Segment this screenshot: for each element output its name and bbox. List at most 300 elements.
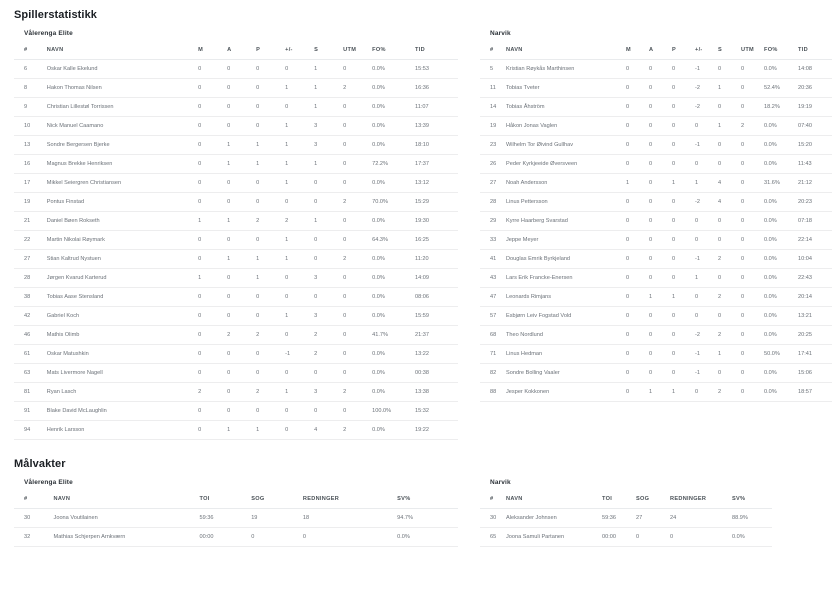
cell-faceoff-pct: 52.4% xyxy=(764,79,798,98)
cell-plusminus: -1 xyxy=(695,136,718,155)
table-row[interactable] xyxy=(480,364,832,383)
goalie-title-spacer xyxy=(0,470,758,479)
table-row[interactable] xyxy=(14,421,458,440)
cell-time: 17:41 xyxy=(798,345,832,364)
cell-faceoff-pct: 0.0% xyxy=(372,98,415,117)
cell-faceoff-pct: 0.0% xyxy=(372,345,415,364)
goalie-table-home xyxy=(14,492,458,547)
col-plusminus[interactable]: +/- xyxy=(695,43,718,60)
cell-assists: 0 xyxy=(227,288,256,307)
cell-name: Håkon Jonas Vaglen xyxy=(506,117,626,136)
cell-number: 94 xyxy=(14,421,47,440)
cell-pim: 0 xyxy=(741,307,764,326)
goalie-stats-section xyxy=(0,479,758,547)
cell-time: 15:06 xyxy=(798,364,832,383)
table-row[interactable] xyxy=(14,250,458,269)
cell-faceoff-pct: 100.0% xyxy=(372,402,415,421)
cell-number: 6 xyxy=(14,60,47,79)
cell-toi: 59:36 xyxy=(200,509,252,528)
col-time[interactable]: TID xyxy=(798,43,832,60)
cell-shots: 1 xyxy=(718,79,741,98)
cell-number: 16 xyxy=(14,155,47,174)
col-toi[interactable]: TOI xyxy=(602,492,636,509)
cell-name: Joona Samuli Partanen xyxy=(506,528,602,547)
cell-goals: 1 xyxy=(198,212,227,231)
table-row[interactable] xyxy=(14,509,458,528)
cell-pim: 0 xyxy=(343,117,372,136)
cell-shots: 2 xyxy=(718,326,741,345)
col-assists[interactable]: A xyxy=(649,43,672,60)
table-row[interactable] xyxy=(14,212,458,231)
cell-number: 63 xyxy=(14,364,47,383)
col-pim[interactable]: UTM xyxy=(741,43,764,60)
cell-pim: 0 xyxy=(741,326,764,345)
title-spacer xyxy=(0,21,758,30)
cell-points: 2 xyxy=(256,212,285,231)
cell-faceoff-pct: 50.0% xyxy=(764,345,798,364)
cell-number: 5 xyxy=(480,60,506,79)
table-row[interactable] xyxy=(14,174,458,193)
col-sog[interactable]: SOG xyxy=(636,492,670,509)
table-row[interactable] xyxy=(14,345,458,364)
table-header-row xyxy=(480,492,772,509)
cell-shots: 1 xyxy=(314,60,343,79)
cell-plusminus: -2 xyxy=(695,79,718,98)
top-spacer xyxy=(0,0,758,9)
cell-faceoff-pct: 0.0% xyxy=(372,383,415,402)
table-row[interactable] xyxy=(480,383,832,402)
cell-number: 88 xyxy=(480,383,506,402)
cell-points: 0 xyxy=(256,98,285,117)
cell-number: 81 xyxy=(14,383,47,402)
cell-pim: 0 xyxy=(741,212,764,231)
cell-goals: 0 xyxy=(198,193,227,212)
cell-pim: 0 xyxy=(343,231,372,250)
cell-number: 43 xyxy=(480,269,506,288)
cell-shots: 0 xyxy=(314,174,343,193)
cell-pim: 2 xyxy=(741,117,764,136)
cell-pim: 0 xyxy=(343,402,372,421)
cell-time: 08:06 xyxy=(415,288,458,307)
cell-faceoff-pct: 64.3% xyxy=(372,231,415,250)
col-number[interactable]: # xyxy=(14,492,54,509)
cell-assists: 0 xyxy=(649,60,672,79)
cell-saves: 24 xyxy=(670,509,732,528)
cell-plusminus: 0 xyxy=(285,269,314,288)
cell-pim: 0 xyxy=(343,155,372,174)
cell-goals: 0 xyxy=(626,212,649,231)
cell-name: Douglas Emrik Byrkjeland xyxy=(506,250,626,269)
cell-shots: 0 xyxy=(718,136,741,155)
cell-assists: 0 xyxy=(649,212,672,231)
cell-goals: 0 xyxy=(198,136,227,155)
cell-goals: 0 xyxy=(626,307,649,326)
cell-plusminus: 0 xyxy=(695,288,718,307)
cell-plusminus: 0 xyxy=(695,231,718,250)
col-goals[interactable]: M xyxy=(198,43,227,60)
cell-plusminus: 0 xyxy=(695,155,718,174)
cell-points: 0 xyxy=(672,212,695,231)
col-save-pct[interactable]: SV% xyxy=(397,492,458,509)
cell-number: 30 xyxy=(14,509,54,528)
cell-save-pct: 94.7% xyxy=(397,509,458,528)
col-number[interactable]: # xyxy=(480,43,506,60)
col-assists[interactable]: A xyxy=(227,43,256,60)
cell-pim: 0 xyxy=(741,364,764,383)
col-name[interactable]: NAVN xyxy=(47,43,198,60)
cell-points: 0 xyxy=(256,79,285,98)
col-points[interactable]: P xyxy=(672,43,695,60)
cell-shots: 0 xyxy=(718,60,741,79)
cell-assists: 0 xyxy=(227,307,256,326)
cell-faceoff-pct: 0.0% xyxy=(764,231,798,250)
col-faceoff-pct[interactable]: FO% xyxy=(372,43,415,60)
cell-shots: 0 xyxy=(718,231,741,250)
cell-pim: 0 xyxy=(343,364,372,383)
col-save-pct[interactable]: SV% xyxy=(732,492,772,509)
table-row[interactable] xyxy=(14,231,458,250)
cell-shots: 4 xyxy=(314,421,343,440)
cell-faceoff-pct: 0.0% xyxy=(764,364,798,383)
col-goals[interactable]: M xyxy=(626,43,649,60)
cell-time: 20:36 xyxy=(798,79,832,98)
cell-pim: 0 xyxy=(343,288,372,307)
cell-shots: 3 xyxy=(314,383,343,402)
cell-number: 28 xyxy=(14,269,47,288)
cell-name: Linus Pettersson xyxy=(506,193,626,212)
cell-pim: 0 xyxy=(741,383,764,402)
cell-sog: 0 xyxy=(636,528,670,547)
table-header-row xyxy=(14,492,458,509)
cell-toi: 00:00 xyxy=(602,528,636,547)
cell-name: Tobias Aase Stensland xyxy=(47,288,198,307)
col-time[interactable]: TID xyxy=(415,43,458,60)
cell-faceoff-pct: 0.0% xyxy=(764,117,798,136)
cell-points: 0 xyxy=(256,117,285,136)
cell-time: 11:43 xyxy=(798,155,832,174)
cell-assists: 1 xyxy=(227,250,256,269)
cell-goals: 0 xyxy=(198,117,227,136)
goalie-table-home-body xyxy=(14,509,458,547)
cell-faceoff-pct: 0.0% xyxy=(764,193,798,212)
table-row[interactable] xyxy=(480,231,832,250)
cell-number: 10 xyxy=(14,117,47,136)
table-row[interactable] xyxy=(14,79,458,98)
cell-name: Aleksander Johnsen xyxy=(506,509,602,528)
cell-plusminus: 0 xyxy=(695,383,718,402)
cell-name: Magnus Brekke Henriksen xyxy=(47,155,198,174)
cell-plusminus: 1 xyxy=(285,174,314,193)
table-row[interactable] xyxy=(480,155,832,174)
cell-time: 10:04 xyxy=(798,250,832,269)
cell-name: Sondre Bolling Vaaler xyxy=(506,364,626,383)
col-pim[interactable]: UTM xyxy=(343,43,372,60)
cell-time: 14:09 xyxy=(415,269,458,288)
cell-faceoff-pct: 0.0% xyxy=(372,79,415,98)
col-points[interactable]: P xyxy=(256,43,285,60)
cell-plusminus: -2 xyxy=(695,326,718,345)
table-row[interactable] xyxy=(14,307,458,326)
cell-faceoff-pct: 0.0% xyxy=(764,60,798,79)
cell-points: 1 xyxy=(256,136,285,155)
cell-shots: 0 xyxy=(314,402,343,421)
cell-goals: 1 xyxy=(626,174,649,193)
table-row[interactable] xyxy=(480,174,832,193)
cell-shots: 0 xyxy=(718,269,741,288)
cell-assists: 0 xyxy=(227,364,256,383)
col-toi[interactable]: TOI xyxy=(200,492,252,509)
cell-points: 1 xyxy=(672,383,695,402)
cell-plusminus: -1 xyxy=(695,60,718,79)
cell-number: 65 xyxy=(480,528,506,547)
table-row[interactable] xyxy=(480,212,832,231)
cell-plusminus: 1 xyxy=(285,79,314,98)
cell-sog: 27 xyxy=(636,509,670,528)
cell-goals: 0 xyxy=(626,155,649,174)
table-row[interactable] xyxy=(480,345,832,364)
cell-points: 0 xyxy=(256,231,285,250)
team-block-away-goalies xyxy=(470,479,758,547)
cell-faceoff-pct: 72.2% xyxy=(372,155,415,174)
cell-shots: 3 xyxy=(314,117,343,136)
cell-points: 0 xyxy=(672,98,695,117)
table-row[interactable] xyxy=(480,98,832,117)
cell-time: 11:07 xyxy=(415,98,458,117)
table-row[interactable] xyxy=(480,307,832,326)
cell-name: Jeppe Meyer xyxy=(506,231,626,250)
cell-faceoff-pct: 70.0% xyxy=(372,193,415,212)
cell-name: Joona Voutilainen xyxy=(54,509,200,528)
cell-pim: 2 xyxy=(343,421,372,440)
table-row[interactable] xyxy=(14,364,458,383)
cell-goals: 0 xyxy=(198,402,227,421)
cell-assists: 0 xyxy=(227,383,256,402)
cell-time: 13:39 xyxy=(415,117,458,136)
cell-shots: 0 xyxy=(718,212,741,231)
cell-assists: 0 xyxy=(227,79,256,98)
cell-goals: 0 xyxy=(626,345,649,364)
cell-shots: 2 xyxy=(314,326,343,345)
cell-plusminus: 0 xyxy=(695,117,718,136)
cell-name: Martin Nikolai Røymark xyxy=(47,231,198,250)
cell-name: Kyrre Haarberg Svarstad xyxy=(506,212,626,231)
cell-pim: 0 xyxy=(741,288,764,307)
table-row[interactable] xyxy=(14,288,458,307)
cell-faceoff-pct: 0.0% xyxy=(372,288,415,307)
table-row[interactable] xyxy=(14,98,458,117)
cell-plusminus: 0 xyxy=(695,307,718,326)
table-row[interactable] xyxy=(14,117,458,136)
cell-pim: 0 xyxy=(343,60,372,79)
cell-points: 0 xyxy=(256,364,285,383)
cell-time: 16:25 xyxy=(415,231,458,250)
page-title-malvakter: Målvakter xyxy=(14,458,66,470)
table-header-row xyxy=(480,43,832,60)
col-sog[interactable]: SOG xyxy=(251,492,303,509)
cell-faceoff-pct: 0.0% xyxy=(764,250,798,269)
cell-assists: 0 xyxy=(649,364,672,383)
cell-time: 19:19 xyxy=(798,98,832,117)
table-row[interactable] xyxy=(14,402,458,421)
cell-time: 14:08 xyxy=(798,60,832,79)
cell-plusminus: 0 xyxy=(285,60,314,79)
cell-assists: 0 xyxy=(649,98,672,117)
table-row[interactable] xyxy=(480,528,772,547)
cell-number: 28 xyxy=(480,193,506,212)
cell-pim: 0 xyxy=(741,250,764,269)
cell-name: Mikkel Seiergren Christiansen xyxy=(47,174,198,193)
table-row[interactable] xyxy=(480,60,832,79)
cell-name: Daniel Bøen Rokseth xyxy=(47,212,198,231)
cell-points: 0 xyxy=(672,79,695,98)
table-row[interactable] xyxy=(14,269,458,288)
cell-points: 0 xyxy=(256,174,285,193)
cell-number: 27 xyxy=(480,174,506,193)
cell-assists: 1 xyxy=(649,383,672,402)
col-faceoff-pct[interactable]: FO% xyxy=(764,43,798,60)
cell-name: Theo Nordlund xyxy=(506,326,626,345)
cell-goals: 0 xyxy=(198,79,227,98)
cell-shots: 0 xyxy=(718,307,741,326)
col-saves[interactable]: REDNINGER xyxy=(670,492,732,509)
player-table-home xyxy=(14,43,458,440)
cell-number: 61 xyxy=(14,345,47,364)
cell-assists: 2 xyxy=(227,326,256,345)
cell-shots: 1 xyxy=(718,117,741,136)
cell-points: 1 xyxy=(256,269,285,288)
cell-shots: 1 xyxy=(314,212,343,231)
cell-faceoff-pct: 0.0% xyxy=(764,269,798,288)
cell-time: 19:30 xyxy=(415,212,458,231)
cell-time: 07:40 xyxy=(798,117,832,136)
table-row[interactable] xyxy=(480,269,832,288)
cell-faceoff-pct: 0.0% xyxy=(764,136,798,155)
col-plusminus[interactable]: +/- xyxy=(285,43,314,60)
cell-name: Peder Kyrkjeeide Øversveen xyxy=(506,155,626,174)
cell-faceoff-pct: 0.0% xyxy=(372,174,415,193)
cell-shots: 2 xyxy=(718,383,741,402)
cell-pim: 2 xyxy=(343,250,372,269)
cell-assists: 0 xyxy=(649,79,672,98)
cell-plusminus: 1 xyxy=(285,117,314,136)
cell-shots: 0 xyxy=(718,98,741,117)
cell-points: 1 xyxy=(256,155,285,174)
cell-name: Leonards Rimjans xyxy=(506,288,626,307)
cell-assists: 0 xyxy=(649,250,672,269)
cell-faceoff-pct: 0.0% xyxy=(372,307,415,326)
cell-shots: 1 xyxy=(718,345,741,364)
cell-points: 0 xyxy=(256,307,285,326)
table-row[interactable] xyxy=(480,509,772,528)
table-row[interactable] xyxy=(480,117,832,136)
table-row[interactable] xyxy=(480,250,832,269)
cell-goals: 0 xyxy=(198,421,227,440)
cell-points: 1 xyxy=(256,421,285,440)
cell-pim: 0 xyxy=(343,212,372,231)
table-row[interactable] xyxy=(14,193,458,212)
col-name[interactable]: NAVN xyxy=(54,492,200,509)
cell-number: 71 xyxy=(480,345,506,364)
table-row[interactable] xyxy=(14,60,458,79)
cell-pim: 0 xyxy=(741,136,764,155)
player-table-home-body xyxy=(14,60,458,440)
table-row[interactable] xyxy=(480,136,832,155)
cell-name: Esbjørn Leiv Fogstad Vold xyxy=(506,307,626,326)
cell-pim: 0 xyxy=(741,98,764,117)
cell-time: 15:29 xyxy=(415,193,458,212)
col-shots[interactable]: S xyxy=(718,43,741,60)
cell-plusminus: 1 xyxy=(285,250,314,269)
table-row[interactable] xyxy=(14,155,458,174)
cell-shots: 0 xyxy=(314,250,343,269)
table-row[interactable] xyxy=(480,326,832,345)
cell-assists: 0 xyxy=(227,117,256,136)
page-title-spillerstatistikk: Spillerstatistikk xyxy=(14,9,98,21)
cell-pim: 0 xyxy=(343,269,372,288)
col-name[interactable]: NAVN xyxy=(506,43,626,60)
cell-points: 0 xyxy=(672,307,695,326)
cell-shots: 1 xyxy=(314,98,343,117)
cell-points: 0 xyxy=(256,193,285,212)
cell-number: 57 xyxy=(480,307,506,326)
cell-points: 0 xyxy=(672,269,695,288)
cell-number: 47 xyxy=(480,288,506,307)
cell-faceoff-pct: 0.0% xyxy=(764,212,798,231)
cell-faceoff-pct: 18.2% xyxy=(764,98,798,117)
table-row[interactable] xyxy=(14,528,458,547)
table-row[interactable] xyxy=(480,288,832,307)
col-name[interactable]: NAVN xyxy=(506,492,602,509)
cell-name: Kristian Røykås Marthinsen xyxy=(506,60,626,79)
col-number[interactable]: # xyxy=(480,492,506,509)
team-name-away: Narvik xyxy=(490,30,511,37)
cell-points: 1 xyxy=(256,250,285,269)
cell-number: 29 xyxy=(480,212,506,231)
cell-pim: 0 xyxy=(741,231,764,250)
table-row[interactable] xyxy=(14,326,458,345)
col-number[interactable]: # xyxy=(14,43,47,60)
cell-toi: 59:36 xyxy=(602,509,636,528)
col-shots[interactable]: S xyxy=(314,43,343,60)
cell-plusminus: 2 xyxy=(285,212,314,231)
cell-name: Gabriel Koch xyxy=(47,307,198,326)
cell-plusminus: 0 xyxy=(285,421,314,440)
cell-name: Mathias Schjerpen Arnkværn xyxy=(54,528,200,547)
cell-save-pct: 88.9% xyxy=(732,509,772,528)
cell-time: 21:12 xyxy=(798,174,832,193)
table-row[interactable] xyxy=(480,79,832,98)
cell-time: 13:38 xyxy=(415,383,458,402)
cell-goals: 0 xyxy=(198,174,227,193)
cell-shots: 0 xyxy=(718,364,741,383)
cell-name: Mathis Olimb xyxy=(47,326,198,345)
cell-time: 15:20 xyxy=(798,136,832,155)
cell-pim: 0 xyxy=(741,79,764,98)
cell-points: 0 xyxy=(672,193,695,212)
table-row[interactable] xyxy=(14,383,458,402)
cell-pim: 0 xyxy=(741,345,764,364)
cell-name: Tobias Tveter xyxy=(506,79,626,98)
col-saves[interactable]: REDNINGER xyxy=(303,492,397,509)
cell-goals: 0 xyxy=(626,231,649,250)
cell-time: 22:14 xyxy=(798,231,832,250)
table-row[interactable] xyxy=(480,193,832,212)
cell-goals: 0 xyxy=(626,383,649,402)
cell-assists: 0 xyxy=(649,269,672,288)
cell-goals: 0 xyxy=(626,98,649,117)
cell-pim: 0 xyxy=(741,193,764,212)
table-row[interactable] xyxy=(14,136,458,155)
